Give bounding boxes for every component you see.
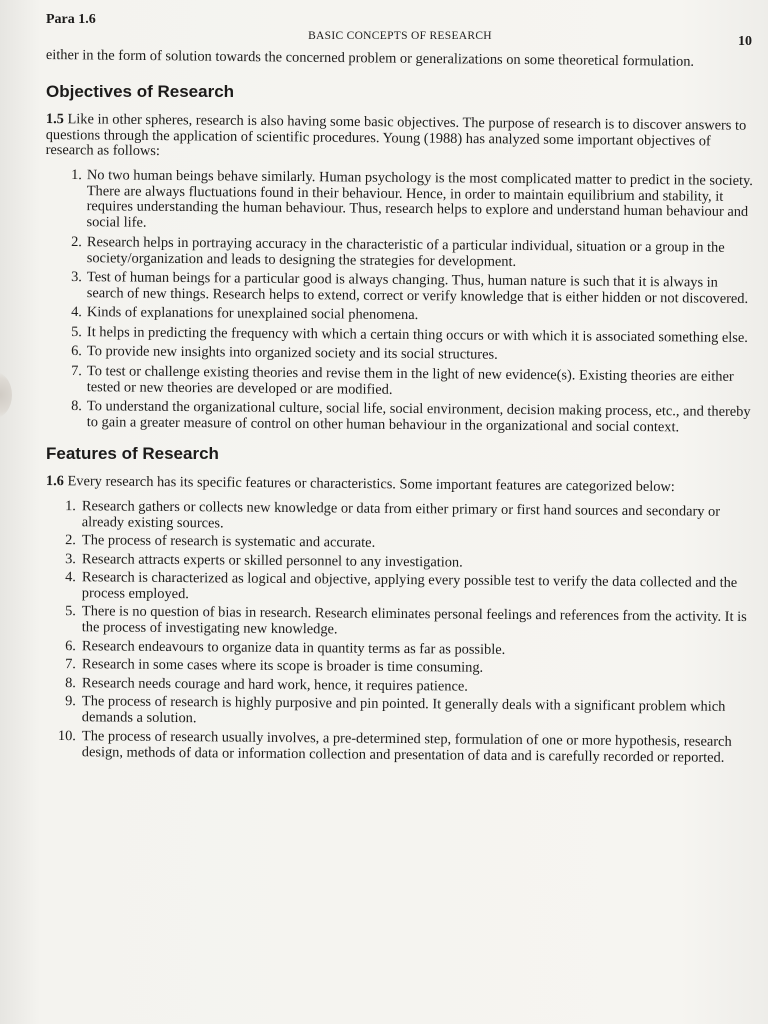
item-number: 2. xyxy=(71,233,83,250)
item-number: 5. xyxy=(65,603,77,620)
item-number: 10. xyxy=(57,727,77,744)
list-item xyxy=(66,270,754,307)
item-number: 4. xyxy=(71,304,83,321)
section-heading-objectives: Objectives of Research xyxy=(46,81,235,101)
item-text: Test of human beings for a particular good is always changing. Thus, human nature is such that it is always in search of new things. Research helps to extend, correct or verify knowledge that is either hidden or not discovered. xyxy=(86,269,749,307)
item-text: Research is characterized as logical and objective, applying every possible test to verify the data collected and the process employed. xyxy=(81,569,738,603)
list-item xyxy=(66,364,754,401)
page-number: 10 xyxy=(738,34,752,49)
item-text: Kinds of explanations for unexplained social phenomena. xyxy=(86,304,419,324)
item-text: There is no question of bias in research. Research eliminates personal feelings and references from the activity. It is the process of investigating new knowledge. xyxy=(81,603,747,638)
item-number: 5. xyxy=(71,323,83,340)
item-text: Research gathers or collects new knowledge or data from either primary or first hand sources and secondary or already existing sources. xyxy=(81,498,721,531)
item-text: Research in some cases where its scope is broader is time consuming. xyxy=(81,656,484,676)
item-text: The process of research usually involves, a pre-determined step, formulation of one or more hypothesis, research design, methods of data or information collection and presentation of data and is carefully recorded or reported. xyxy=(81,727,732,766)
intro-text: Like in other spheres, research is also having some basic objectives. The purpose of research is to discover answers to questions through the application of scientific procedures. Young (1988) has analyzed some important objectives of research as follows: xyxy=(45,110,747,159)
list-item xyxy=(66,305,754,327)
item-number: 9. xyxy=(65,693,77,710)
list-item xyxy=(56,499,754,536)
list-item xyxy=(66,235,754,272)
binding-hole xyxy=(0,372,12,418)
item-text: Research needs courage and hard work, hence, it requires patience. xyxy=(81,675,468,695)
item-text: The process of research is systematic and accurate. xyxy=(81,532,376,551)
item-number: 4. xyxy=(65,569,77,586)
item-text: Research attracts experts or skilled personnel to any investigation. xyxy=(81,550,463,571)
item-number: 6. xyxy=(65,637,77,654)
item-text: It helps in predicting the frequency with which a certain thing occurs or with which it is associated something else. xyxy=(86,323,748,346)
intro-text: Every research has its specific features or characteristics. Some important features are categorized below: xyxy=(67,473,675,496)
features-list xyxy=(56,497,754,766)
page-content xyxy=(45,12,754,766)
list-item xyxy=(56,694,754,731)
section-heading-features: Features of Research xyxy=(46,444,219,464)
list-item xyxy=(66,344,754,366)
list-item xyxy=(56,729,754,766)
item-text: Research endeavours to organize data in quantity terms as far as possible. xyxy=(81,637,506,658)
item-number: 2. xyxy=(65,532,77,549)
objectives-list xyxy=(66,167,754,436)
item-number: 8. xyxy=(65,674,77,691)
item-number: 1. xyxy=(71,167,83,184)
item-text: The process of research is highly purposive and pin pointed. It generally deals with a significant problem which demands a solution. xyxy=(81,693,726,727)
item-number: 7. xyxy=(65,656,77,673)
list-item xyxy=(56,604,754,641)
item-number: 1. xyxy=(65,497,77,515)
page-header xyxy=(46,12,754,48)
para-number: 1.5 xyxy=(45,110,65,127)
objectives-intro-paragraph xyxy=(46,112,754,166)
item-text: Research helps in portraying accuracy in the characteristic of a particular individual, situation or a group in the society/organization and leads to designing the strategies for development. xyxy=(86,233,725,270)
list-item xyxy=(56,570,754,607)
list-item xyxy=(66,399,754,436)
item-text: To test or challenge existing theories and revise them in the light of new evidence(s). Existing theories are either tested or new theories are developed or are modified. xyxy=(86,363,734,398)
running-title: BASIC CONCEPTS OF RESEARCH xyxy=(308,30,492,42)
item-number: 7. xyxy=(71,362,83,380)
list-item xyxy=(65,168,754,236)
item-number: 8. xyxy=(71,398,83,415)
item-text: To provide new insights into organized society and its social structures. xyxy=(86,343,498,364)
item-number: 6. xyxy=(71,343,83,360)
continuation-paragraph: either in the form of solution towards the concerned problem or generalizations on some theoretical formulation. xyxy=(45,47,695,70)
item-number: 3. xyxy=(71,268,83,286)
item-text: To understand the organizational culture, social life, social environment, decision making process, etc., and thereby to gain a greater measure of control on other human behaviour in the organizational and social context. xyxy=(86,398,751,436)
para-number: 1.6 xyxy=(45,473,65,490)
para-label: Para 1.6 xyxy=(46,12,96,27)
features-intro-paragraph xyxy=(46,474,754,496)
item-text: No two human beings behave similarly. Human psychology is the most complicated matter to predict in the society. There are always fluctuations found in their behaviour. Hence, in order to maintain equilibrium and stability, it requires understanding the human behaviour. Thus, research helps to explore and understand human behaviour and social life. xyxy=(86,167,753,231)
item-number: 3. xyxy=(65,550,77,567)
